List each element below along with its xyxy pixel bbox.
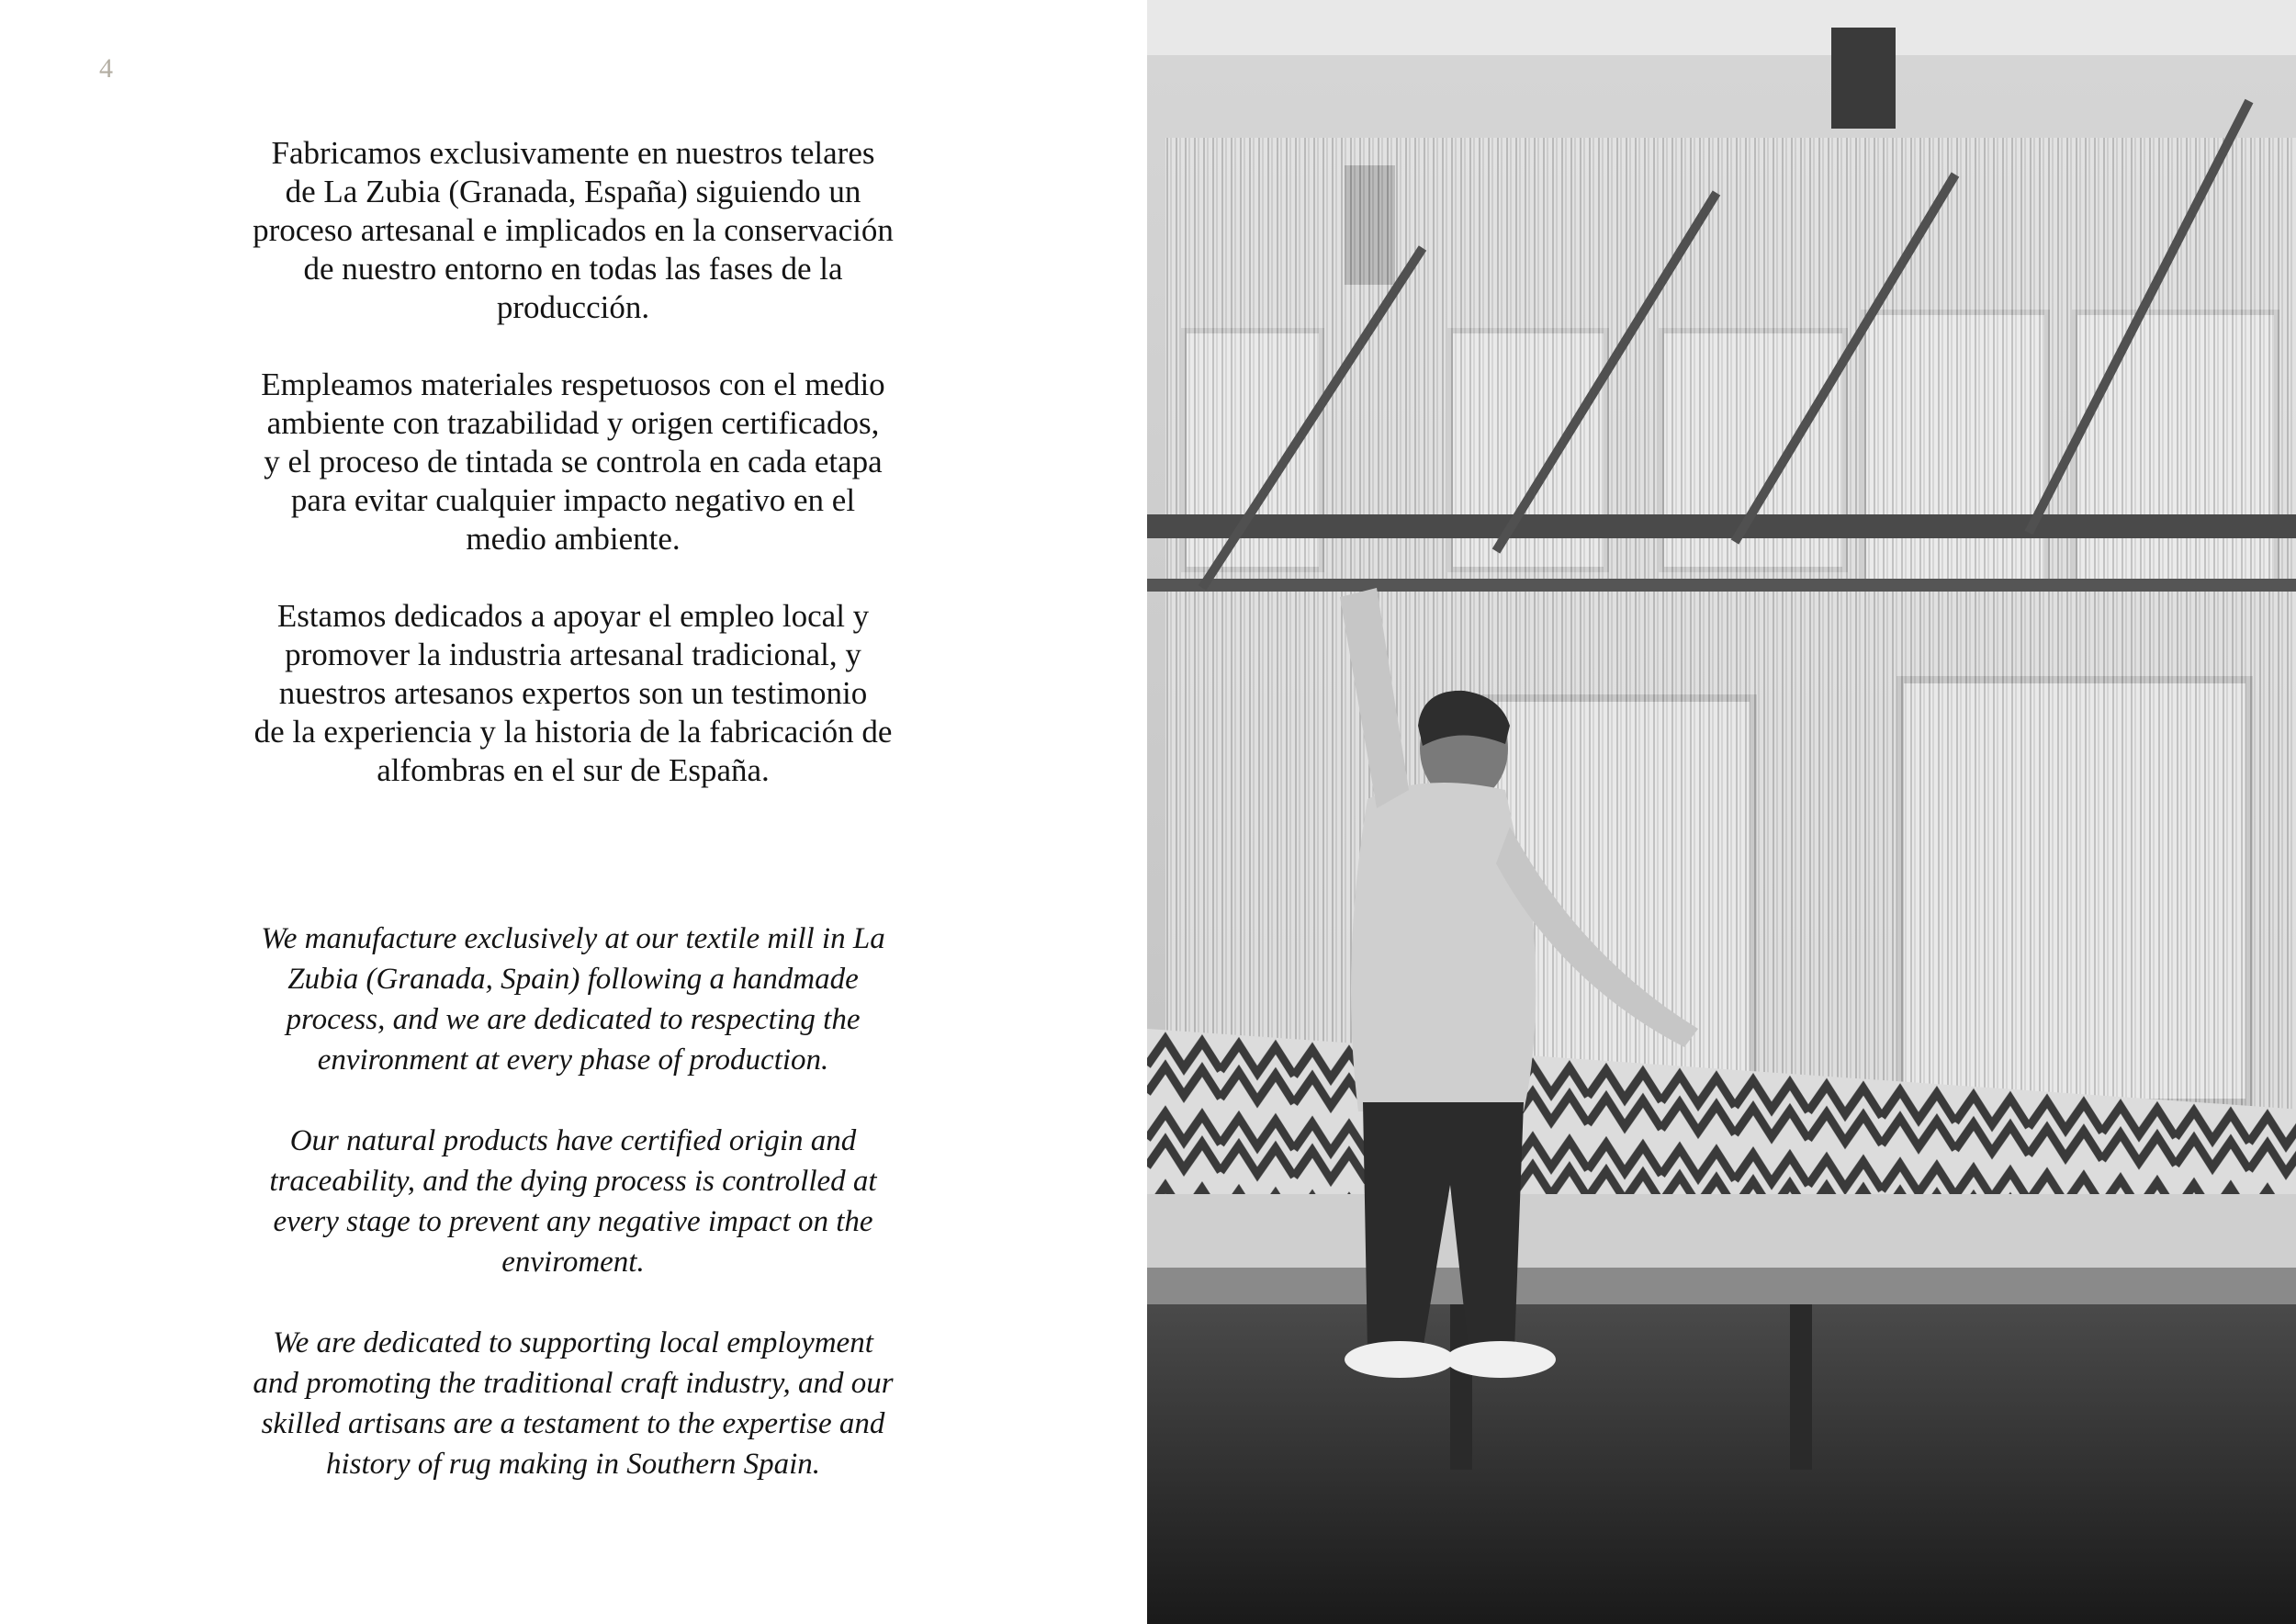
spanish-paragraph-3: Estamos dedicados a apoyar el empleo local y promover la industria artesanal tradicional, y nuestros artesanos expertos son un testimonio de la experiencia y la historia de la fabricación de alfombras en el sur de España. (253, 598, 893, 788)
english-paragraph-2: Our natural products have certified origin and traceability, and the dying process is controlled at every stage to prevent any negative impact on the enviroment. (269, 1124, 877, 1279)
photo-illustration (1147, 0, 2296, 1624)
spanish-paragraph-2: Empleamos materiales respetuosos con el medio ambiente con trazabilidad y origen certificados, y el proceso de tintada se controla en cada etapa para evitar cualquier impacto negativo en el medio ambiente. (261, 367, 885, 557)
page-number: 4 (99, 53, 113, 84)
english-paragraph-3: We are dedicated to supporting local employment and promoting the traditional craft industry, and our skilled artisans are a testament to the expertise and history of rug making in Southern Spain. (253, 1326, 894, 1481)
text-column (211, 134, 935, 1525)
english-paragraph-1: We manufacture exclusively at our textile mill in La Zubia (Granada, Spain) following a handmade process, and we are dedicated to respecting the environment at every phase of production. (261, 922, 885, 1077)
spanish-paragraph-1: Fabricamos exclusivamente en nuestros telares de La Zubia (Granada, España) siguiendo un proceso artesanal e implicados en la conservación de nuestro entorno en todas las fases de la producción. (253, 135, 894, 325)
section-spacer (211, 829, 935, 919)
weaver-loom-photo (1147, 0, 2296, 1624)
